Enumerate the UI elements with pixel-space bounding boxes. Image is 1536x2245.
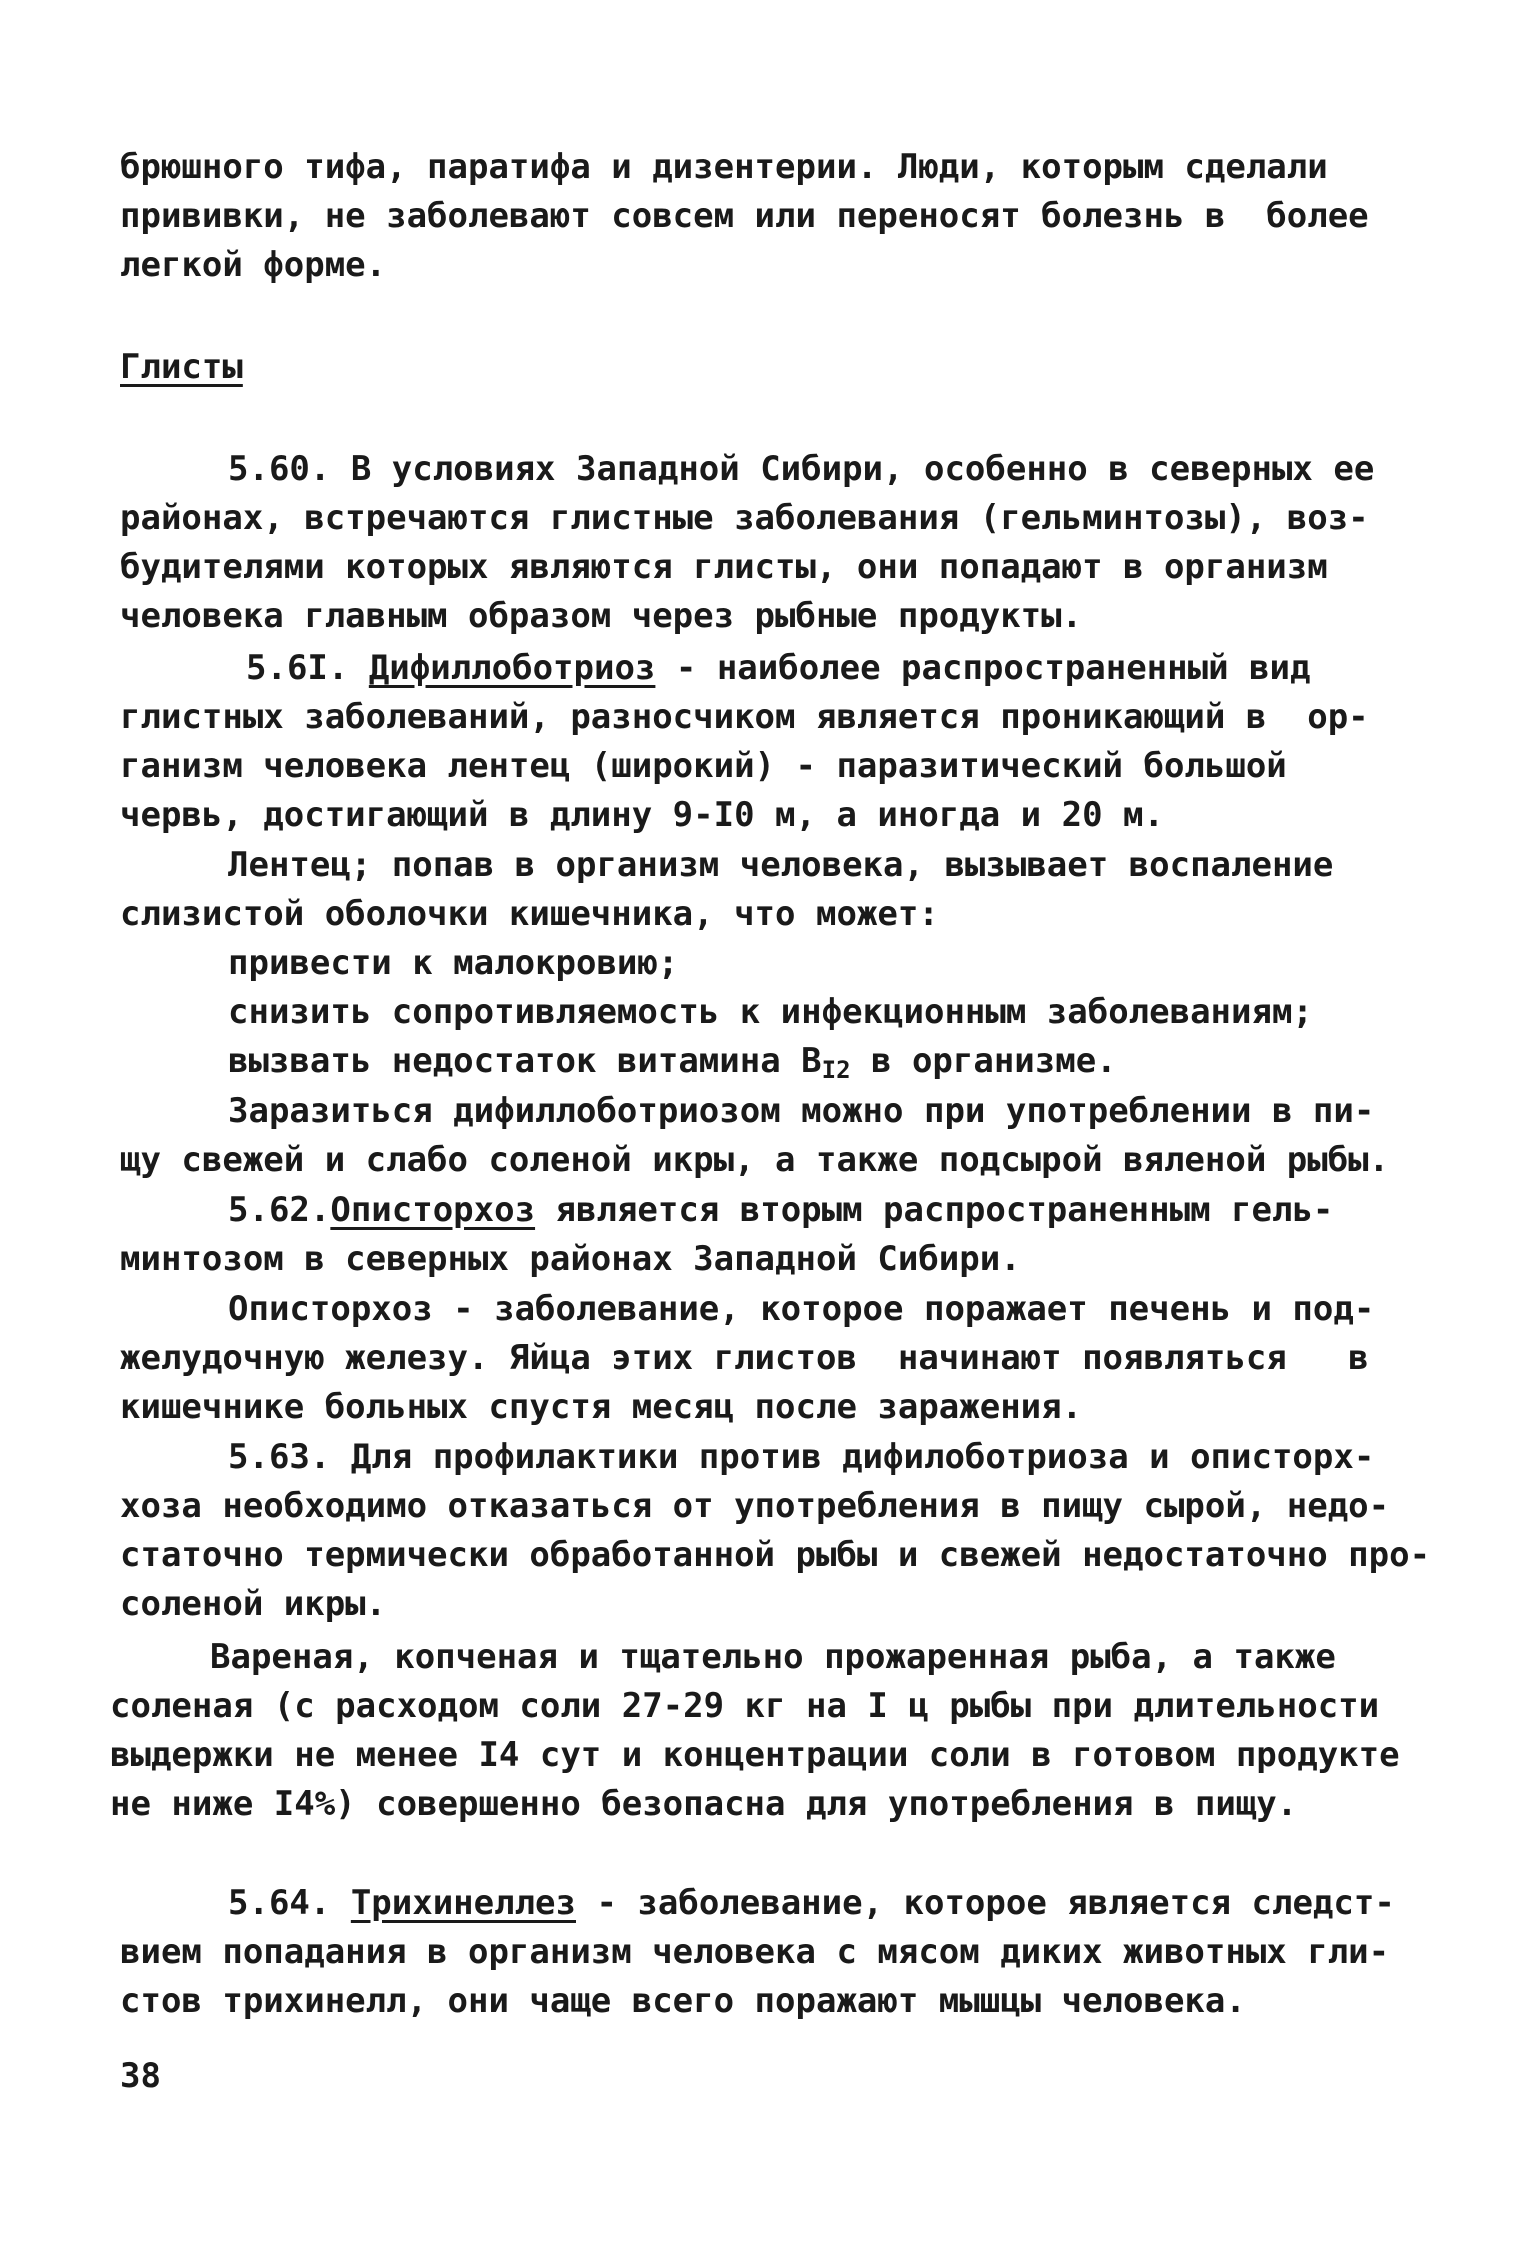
text-line: щу свежей и слабо соленой икры, а также подсырой вяленой рыбы. (120, 1140, 1390, 1180)
term: Описторхоз (330, 1190, 536, 1230)
paragraph-number: 5.6I. (246, 648, 369, 688)
text-line: статочно термически обработанной рыбы и свежей недостаточно про- (120, 1535, 1431, 1575)
text-line: хоза необходимо отказаться от употребления в пищу сырой, недо- (120, 1486, 1390, 1526)
text-line: легкой форме. (120, 245, 387, 285)
text-line: желудочную железу. Яйца этих глистов начинают появляться в (120, 1338, 1369, 1378)
text-line: не ниже I4%) совершенно безопасна для употребления в пищу. (110, 1784, 1298, 1824)
text: является вторым распространенным гель- (535, 1190, 1334, 1230)
text: - наиболее распространенный вид (655, 648, 1311, 688)
text: - заболевание, которое является следст- (576, 1883, 1395, 1923)
text-line (228, 1878, 1395, 1928)
term: Дифиллоботриоз (368, 648, 656, 688)
text-line: человека главным образом через рыбные продукты. (120, 596, 1083, 636)
paragraph-number: 5.64. (228, 1883, 351, 1923)
list-item: привести к малокровию; (228, 943, 679, 983)
text-line: ганизм человека лентец (широкий) - паразитический большой (120, 746, 1287, 786)
text-line: соленой икры. (120, 1584, 387, 1624)
term: Трихинеллез (350, 1883, 576, 1923)
text-line: прививки, не заболевают совсем или переносят болезнь в более (120, 196, 1369, 236)
text-line: Вареная, копченая и тщательно прожаренная рыба, а также (210, 1637, 1336, 1677)
text-line: выдержки не менее I4 сут и концентрации соли в готовом продукте (110, 1735, 1400, 1775)
text-line: 5.60. В условиях Западной Сибири, особенно в северных ее (228, 449, 1375, 489)
text-line: стов трихинелл, они чаще всего поражают мышцы человека. (120, 1981, 1246, 2021)
text: вызвать недостаток витамина B (228, 1041, 822, 1081)
text-line: глистных заболеваний, разносчиком является проникающий в ор- (120, 697, 1369, 737)
subscript: I2 (821, 1056, 851, 1084)
text-line: 5.63. Для профилактики против дифилоботриоза и описторх- (228, 1437, 1375, 1477)
text-line: червь, достигающий в длину 9-I0 м, а иногда и 20 м. (120, 795, 1164, 835)
list-item: снизить сопротивляемость к инфекционным заболеваниям; (228, 992, 1313, 1032)
text: в организме. (850, 1041, 1117, 1081)
text-line: слизистой оболочки кишечника, что может: (120, 894, 939, 934)
text-line: Описторхоз - заболевание, которое поражает печень и под- (228, 1289, 1375, 1329)
text-line: Лентец; попав в организм человека, вызывает воспаление (228, 845, 1334, 885)
text-line: минтозом в северных районах Западной Сибири. (120, 1239, 1021, 1279)
text-line (246, 643, 1310, 693)
text-line: будителями которых являются глисты, они попадают в организм (120, 547, 1328, 587)
section-heading: Глисты (120, 347, 243, 387)
list-item (228, 1036, 1117, 1086)
text-line: брюшного тифа, паратифа и дизентерии. Люди, которым сделали (120, 147, 1328, 187)
text-line: районах, встречаются глистные заболевания (гельминтозы), воз- (120, 498, 1369, 538)
text-line: вием попадания в организм человека с мясом диких животных гли- (120, 1932, 1390, 1972)
page-number: 38 (120, 2056, 161, 2096)
text-line (228, 1185, 1333, 1235)
text-line: кишечнике больных спустя месяц после заражения. (120, 1387, 1083, 1427)
paragraph-number: 5.62. (228, 1190, 331, 1230)
text-line: Заразиться дифиллоботриозом можно при употреблении в пи- (228, 1091, 1375, 1131)
text-line: соленая (с расходом соли 27-29 кг на I ц рыбы при длительности (110, 1686, 1380, 1726)
